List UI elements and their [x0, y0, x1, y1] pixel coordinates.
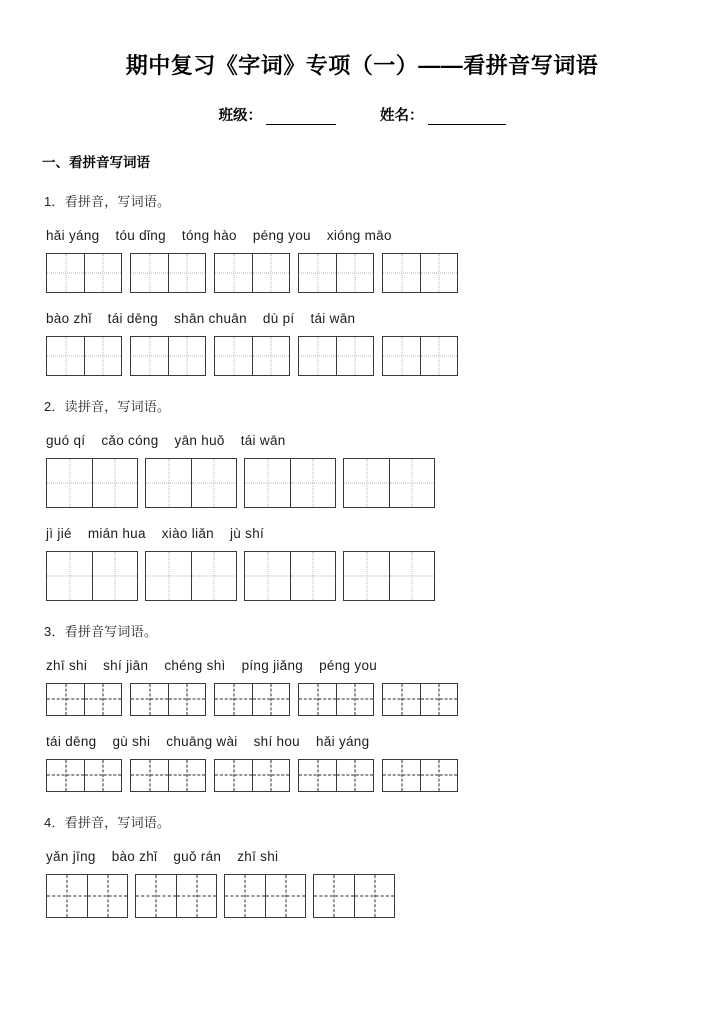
- writing-grid-box[interactable]: [46, 759, 122, 792]
- pinyin-word: xióng māo: [326, 227, 392, 243]
- writing-grid-box[interactable]: [46, 874, 128, 918]
- name-blank-line[interactable]: [428, 111, 506, 125]
- tianzige-cell[interactable]: [191, 552, 236, 600]
- writing-grid-row: [46, 336, 686, 376]
- writing-grid-box[interactable]: [343, 458, 435, 508]
- pinyin-word: tái wān: [240, 432, 286, 448]
- writing-grid-row: [46, 874, 686, 918]
- tianzige-cell[interactable]: [265, 875, 305, 917]
- tianzige-cell[interactable]: [136, 875, 176, 917]
- writing-grid-box[interactable]: [244, 458, 336, 508]
- writing-grid-box[interactable]: [46, 683, 122, 716]
- tianzige-cell[interactable]: [84, 684, 121, 715]
- tianzige-cell[interactable]: [176, 875, 216, 917]
- tianzige-cell[interactable]: [336, 337, 373, 375]
- pinyin-row: [46, 734, 686, 749]
- pinyin-row: [46, 228, 686, 243]
- writing-grid-box[interactable]: [130, 683, 206, 716]
- pinyin-word: hǎi yáng: [315, 733, 370, 749]
- pinyin-word: dù pí: [262, 310, 295, 326]
- tianzige-cell[interactable]: [336, 684, 373, 715]
- tianzige-cell[interactable]: [344, 459, 389, 507]
- pinyin-word: shí jiān: [103, 657, 149, 673]
- class-blank-line[interactable]: [266, 111, 336, 125]
- tianzige-cell[interactable]: [47, 760, 84, 791]
- writing-grid-box[interactable]: [130, 253, 206, 293]
- question-block: [38, 621, 686, 792]
- writing-grid-box[interactable]: [135, 874, 217, 918]
- tianzige-cell[interactable]: [420, 684, 457, 715]
- writing-grid-box[interactable]: [382, 683, 458, 716]
- pinyin-word: xiào liǎn: [161, 525, 214, 541]
- question-label: 4．看拼音，写词语。: [44, 814, 171, 830]
- tianzige-cell[interactable]: [383, 254, 420, 292]
- pinyin-word: guǒ rán: [173, 848, 222, 864]
- writing-grid-box[interactable]: [46, 253, 122, 293]
- pinyin-word: chuāng wài: [166, 733, 238, 749]
- pinyin-word: péng you: [252, 227, 311, 243]
- tianzige-cell[interactable]: [87, 875, 127, 917]
- writing-grid-box[interactable]: [214, 683, 290, 716]
- tianzige-cell[interactable]: [383, 760, 420, 791]
- writing-grid-box[interactable]: [145, 458, 237, 508]
- writing-grid-box[interactable]: [214, 253, 290, 293]
- tianzige-cell[interactable]: [131, 760, 168, 791]
- tianzige-cell[interactable]: [389, 459, 434, 507]
- tianzige-cell[interactable]: [84, 254, 121, 292]
- writing-grid-row: [46, 458, 686, 508]
- writing-grid-box[interactable]: [214, 759, 290, 792]
- tianzige-cell[interactable]: [299, 337, 336, 375]
- question-label: 1．看拼音，写词语。: [44, 193, 171, 209]
- tianzige-cell[interactable]: [290, 459, 335, 507]
- pinyin-word: shí hou: [253, 733, 300, 749]
- writing-grid-box[interactable]: [244, 551, 336, 601]
- writing-grid-box[interactable]: [130, 759, 206, 792]
- writing-grid-box[interactable]: [145, 551, 237, 601]
- pinyin-row: [46, 433, 686, 448]
- tianzige-cell[interactable]: [168, 684, 205, 715]
- tianzige-cell[interactable]: [215, 254, 252, 292]
- pinyin-word: tóu dǐng: [115, 227, 166, 243]
- pinyin-word: gù shi: [112, 733, 151, 749]
- pinyin-word: mián hua: [87, 525, 146, 541]
- tianzige-cell[interactable]: [92, 552, 137, 600]
- writing-grid-row: [46, 759, 686, 792]
- pinyin-word: tóng hào: [181, 227, 237, 243]
- tianzige-cell[interactable]: [314, 875, 354, 917]
- question-block: [38, 812, 686, 918]
- pinyin-word: tái wān: [310, 310, 356, 326]
- tianzige-cell[interactable]: [383, 684, 420, 715]
- tianzige-cell[interactable]: [131, 254, 168, 292]
- tianzige-cell[interactable]: [47, 552, 92, 600]
- pinyin-word: chéng shì: [164, 657, 226, 673]
- writing-grid-box[interactable]: [298, 336, 374, 376]
- writing-grid-box[interactable]: [343, 551, 435, 601]
- tianzige-cell[interactable]: [47, 459, 92, 507]
- tianzige-cell[interactable]: [92, 459, 137, 507]
- pinyin-row: [46, 849, 686, 864]
- tianzige-cell[interactable]: [354, 875, 394, 917]
- writing-grid-row: [46, 253, 686, 293]
- tianzige-cell[interactable]: [252, 760, 289, 791]
- class-field: [219, 104, 337, 125]
- student-info-row: [38, 104, 686, 125]
- pinyin-word: péng you: [319, 657, 378, 673]
- tianzige-cell[interactable]: [168, 337, 205, 375]
- tianzige-cell[interactable]: [146, 459, 191, 507]
- pinyin-word: jì jié: [46, 525, 72, 541]
- name-label: 姓名：: [380, 107, 424, 124]
- pinyin-row: [46, 658, 686, 673]
- pinyin-word: tái dēng: [107, 310, 159, 326]
- writing-grid-box[interactable]: [298, 683, 374, 716]
- tianzige-cell[interactable]: [215, 337, 252, 375]
- tianzige-cell[interactable]: [47, 337, 84, 375]
- tianzige-cell[interactable]: [299, 684, 336, 715]
- tianzige-cell[interactable]: [420, 760, 457, 791]
- tianzige-cell[interactable]: [299, 254, 336, 292]
- tianzige-cell[interactable]: [383, 337, 420, 375]
- question-label: 2．读拼音，写词语。: [44, 398, 171, 414]
- tianzige-cell[interactable]: [215, 684, 252, 715]
- writing-grid-box[interactable]: [382, 759, 458, 792]
- tianzige-cell[interactable]: [191, 459, 236, 507]
- writing-grid-box[interactable]: [46, 336, 122, 376]
- pinyin-word: píng jiǎng: [241, 657, 304, 673]
- pinyin-word: shān chuān: [174, 310, 247, 326]
- writing-grid-box[interactable]: [382, 253, 458, 293]
- questions-container: [38, 191, 686, 918]
- tianzige-cell[interactable]: [84, 337, 121, 375]
- writing-grid-box[interactable]: [46, 458, 138, 508]
- tianzige-cell[interactable]: [215, 760, 252, 791]
- tianzige-cell[interactable]: [389, 552, 434, 600]
- question-block: [38, 191, 686, 376]
- tianzige-cell[interactable]: [131, 684, 168, 715]
- class-label: 班级：: [218, 107, 262, 124]
- writing-grid-row: [46, 551, 686, 601]
- question-label: 3．看拼音写词语。: [44, 623, 158, 639]
- tianzige-cell[interactable]: [344, 552, 389, 600]
- writing-grid-box[interactable]: [224, 874, 306, 918]
- tianzige-cell[interactable]: [84, 760, 121, 791]
- writing-grid-box[interactable]: [130, 336, 206, 376]
- pinyin-word: guó qí: [46, 432, 86, 448]
- tianzige-cell[interactable]: [420, 337, 457, 375]
- pinyin-word: yān huǒ: [174, 432, 225, 448]
- tianzige-cell[interactable]: [245, 552, 290, 600]
- tianzige-cell[interactable]: [245, 459, 290, 507]
- tianzige-cell[interactable]: [252, 337, 289, 375]
- tianzige-cell[interactable]: [336, 254, 373, 292]
- pinyin-row: [46, 526, 686, 541]
- pinyin-word: bào zhǐ: [46, 310, 92, 326]
- tianzige-cell[interactable]: [168, 760, 205, 791]
- tianzige-cell[interactable]: [299, 760, 336, 791]
- pinyin-word: zhī shi: [46, 657, 88, 673]
- pinyin-word: hǎi yáng: [46, 227, 100, 243]
- tianzige-cell[interactable]: [131, 337, 168, 375]
- writing-grid-box[interactable]: [214, 336, 290, 376]
- tianzige-cell[interactable]: [47, 254, 84, 292]
- pinyin-word: yǎn jīng: [46, 848, 96, 864]
- tianzige-cell[interactable]: [168, 254, 205, 292]
- tianzige-cell[interactable]: [225, 875, 265, 917]
- tianzige-cell[interactable]: [47, 875, 87, 917]
- writing-grid-row: [46, 683, 686, 716]
- tianzige-cell[interactable]: [47, 684, 84, 715]
- writing-grid-box[interactable]: [46, 551, 138, 601]
- tianzige-cell[interactable]: [146, 552, 191, 600]
- name-field: [380, 104, 506, 125]
- pinyin-word: bào zhǐ: [111, 848, 158, 864]
- tianzige-cell[interactable]: [420, 254, 457, 292]
- writing-grid-box[interactable]: [298, 253, 374, 293]
- pinyin-word: jù shí: [229, 525, 265, 541]
- pinyin-word: zhī shi: [237, 848, 279, 864]
- tianzige-cell[interactable]: [252, 684, 289, 715]
- page-title: 期中复习《字词》专项（一）——看拼音写词语: [125, 53, 599, 78]
- pinyin-row: [46, 311, 686, 326]
- writing-grid-box[interactable]: [298, 759, 374, 792]
- tianzige-cell[interactable]: [290, 552, 335, 600]
- tianzige-cell[interactable]: [336, 760, 373, 791]
- writing-grid-box[interactable]: [313, 874, 395, 918]
- question-block: [38, 396, 686, 601]
- writing-grid-box[interactable]: [382, 336, 458, 376]
- tianzige-cell[interactable]: [252, 254, 289, 292]
- pinyin-word: tái dēng: [46, 733, 97, 749]
- section-heading: 一、看拼音写词语: [42, 154, 150, 170]
- pinyin-word: cǎo cóng: [101, 432, 159, 448]
